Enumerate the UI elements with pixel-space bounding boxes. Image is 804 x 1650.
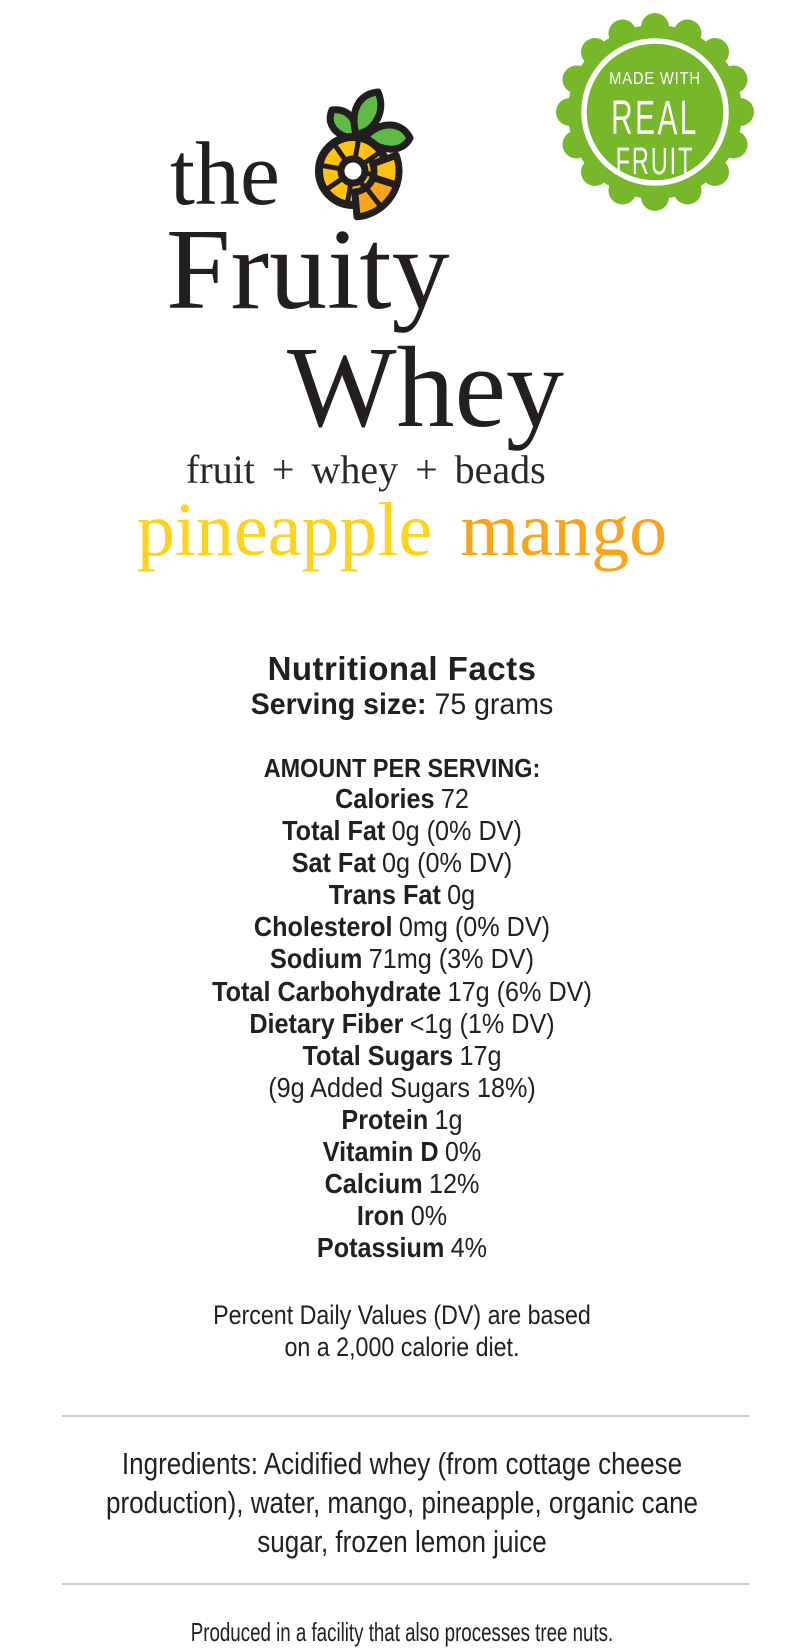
flavor-word-mango: mango xyxy=(460,488,668,572)
nutrition-row-vitamin-d: Vitamin D 0% xyxy=(322,1136,482,1168)
logo-the: the xyxy=(170,125,280,224)
daily-values-footnote-line2: on a 2,000 calorie diet. xyxy=(284,1332,520,1362)
nutrition-row-sodium: Sodium 71mg (3% DV) xyxy=(270,943,534,975)
ingredients-line3: sugar, frozen lemon juice xyxy=(257,1524,547,1559)
ingredients-line2: production), water, mango, pineapple, organic cane xyxy=(105,1485,699,1520)
badge-line-real: REAL xyxy=(611,91,699,145)
daily-values-footnote-line1: Percent Daily Values (DV) are based xyxy=(213,1300,591,1330)
ingredients-line1: Ingredients: Acidified whey (from cottage cheese xyxy=(121,1446,683,1481)
badge-line-fruit: FRUIT xyxy=(615,139,695,183)
serving-size-label: Serving size: xyxy=(250,688,427,721)
nutrition-row-total-fat: Total Fat 0g (0% DV) xyxy=(282,815,522,847)
nutrition-row-sat-fat: Sat Fat 0g (0% DV) xyxy=(291,847,513,879)
nutrition-facts-title: Nutritional Facts xyxy=(267,650,537,687)
nutrition-row-calories: Calories 72 xyxy=(335,783,469,814)
nutrition-row-protein: Protein 1g xyxy=(341,1103,463,1135)
logo-word-fruity: Fruity xyxy=(166,206,450,334)
nutrition-row-cholesterol: Cholesterol 0mg (0% DV) xyxy=(253,911,551,943)
badge-line-made-with: MADE WITH xyxy=(609,68,701,89)
facility-allergen-note: Produced in a facility that also processes tree nuts. xyxy=(190,1617,614,1647)
logo-word-whey: Whey xyxy=(287,324,564,452)
flavor-word-pineapple: pineapple xyxy=(136,488,433,572)
nutrition-row-total-carbohydrate: Total Carbohydrate 17g (6% DV) xyxy=(212,975,592,1007)
nutrition-row-trans-fat: Trans Fat 0g xyxy=(328,879,476,911)
amount-per-serving-header: AMOUNT PER SERVING: xyxy=(263,753,541,783)
serving-size-line xyxy=(20,690,784,720)
made-with-real-fruit-badge xyxy=(555,12,755,212)
daily-values-footnote xyxy=(56,1299,747,1363)
ingredients-paragraph xyxy=(64,1444,739,1561)
nutrition-rows xyxy=(40,783,764,1264)
divider xyxy=(62,1583,749,1585)
pineapple-ring-hole xyxy=(341,159,365,183)
nutrition-row-dietary-fiber: Dietary Fiber <1g (1% DV) xyxy=(249,1007,555,1039)
nutrition-row-iron: Iron 0% xyxy=(356,1200,448,1232)
divider xyxy=(62,1415,749,1417)
nutrition-row-added-sugars: (9g Added Sugars 18%) xyxy=(268,1071,536,1103)
serving-size-value: 75 grams xyxy=(434,688,554,721)
flavor-name xyxy=(0,488,804,572)
nutrition-row-calcium: Calcium 12% xyxy=(324,1168,480,1200)
nutrition-row-total-sugars: Total Sugars 17g xyxy=(302,1039,502,1071)
nutrition-row-potassium: Potassium 4% xyxy=(316,1232,488,1264)
logo-tagline: fruit + whey + beads xyxy=(186,447,546,492)
